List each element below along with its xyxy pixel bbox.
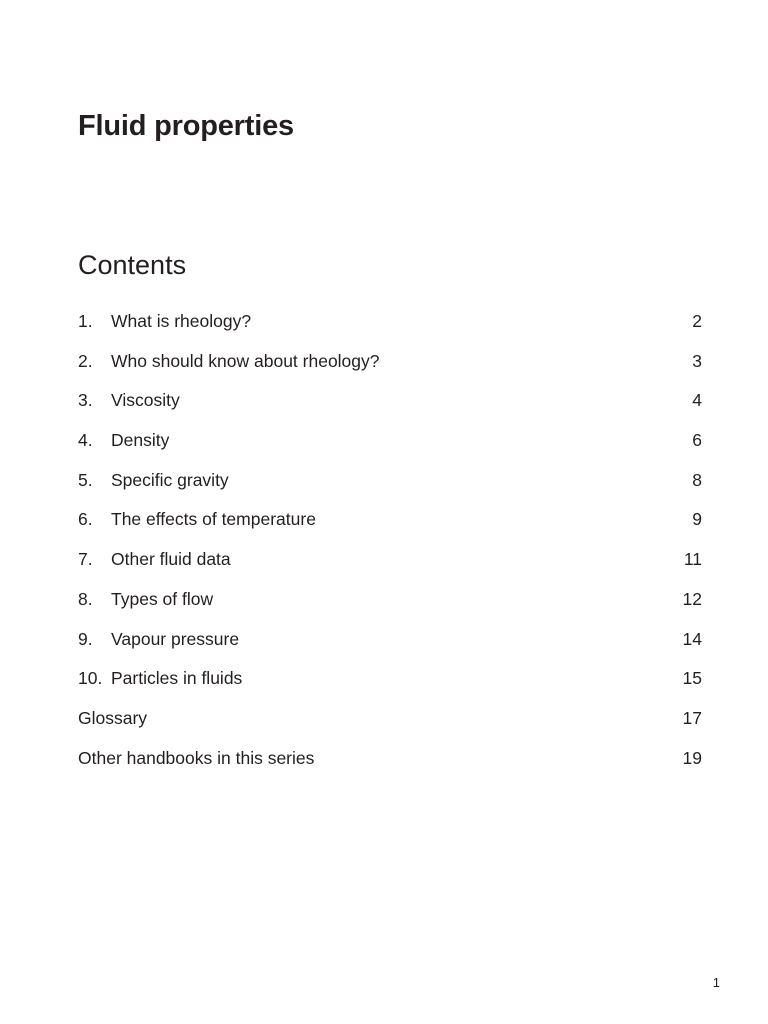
document-title: Fluid properties bbox=[78, 110, 294, 142]
toc-entry-label: The effects of temperature bbox=[111, 509, 316, 530]
toc-entry-page: 11 bbox=[683, 549, 702, 570]
toc-entry-label: Viscosity bbox=[111, 390, 180, 411]
toc-entry-label: Other fluid data bbox=[111, 549, 231, 570]
toc-entry-number: 7. bbox=[78, 549, 93, 570]
toc-entry-number: 1. bbox=[78, 311, 93, 331]
toc-entry-specific-gravity[interactable] bbox=[78, 466, 702, 506]
toc-entry-page: 9 bbox=[692, 509, 702, 530]
toc-entry-types-of-flow[interactable] bbox=[78, 585, 702, 625]
toc-entry-label: What is rheology? bbox=[111, 311, 252, 331]
toc-entry-particles-in-fluids[interactable] bbox=[78, 664, 702, 704]
toc-entry-glossary[interactable] bbox=[78, 704, 702, 744]
toc-entry-page: 15 bbox=[682, 668, 702, 689]
toc-entry-number: 10. bbox=[78, 668, 103, 689]
toc-entry-number: 9. bbox=[78, 628, 93, 649]
toc-entry-number: 2. bbox=[78, 350, 93, 371]
contents-heading: Contents bbox=[78, 250, 187, 280]
toc-entry-number: 3. bbox=[78, 390, 93, 411]
toc-entry-page: 3 bbox=[692, 350, 702, 371]
toc-entry-label: Vapour pressure bbox=[111, 628, 240, 649]
toc-entry-other-handbooks[interactable] bbox=[78, 744, 702, 784]
toc-entry-label: Density bbox=[111, 430, 170, 451]
toc-entry-page: 4 bbox=[692, 390, 702, 411]
toc-entry-number: 5. bbox=[78, 469, 93, 490]
toc-entry-other-fluid-data[interactable] bbox=[78, 545, 702, 585]
toc-entry-page: 14 bbox=[682, 628, 702, 649]
toc-entry-number: 8. bbox=[78, 588, 93, 609]
toc-entry-effects-of-temperature[interactable] bbox=[78, 505, 702, 545]
toc-entry-label: Glossary bbox=[78, 707, 148, 728]
toc-entry-label: Specific gravity bbox=[111, 469, 229, 490]
toc-entry-number: 4. bbox=[78, 430, 93, 451]
toc-entry-page: 8 bbox=[692, 469, 702, 490]
toc-entry-label: Types of flow bbox=[111, 588, 214, 609]
toc-entry-what-is-rheology[interactable] bbox=[78, 307, 702, 347]
page-number: 1 bbox=[712, 975, 720, 990]
toc-entry-number: 6. bbox=[78, 509, 93, 530]
toc-entry-density[interactable] bbox=[78, 426, 702, 466]
toc-entry-vapour-pressure[interactable] bbox=[78, 625, 702, 665]
toc-entry-page: 6 bbox=[692, 430, 702, 451]
toc-entry-who-should-know[interactable] bbox=[78, 347, 702, 387]
toc-entry-page: 12 bbox=[682, 588, 702, 609]
toc-entry-page: 2 bbox=[692, 311, 702, 331]
toc-entry-viscosity[interactable] bbox=[78, 386, 702, 426]
toc-entry-label: Particles in fluids bbox=[111, 668, 243, 689]
toc-entry-page: 19 bbox=[682, 747, 702, 768]
toc-entry-label: Who should know about rheology? bbox=[111, 350, 380, 371]
toc-entry-label: Other handbooks in this series bbox=[78, 747, 315, 768]
table-of-contents bbox=[78, 307, 702, 783]
toc-entry-page: 17 bbox=[682, 707, 702, 728]
